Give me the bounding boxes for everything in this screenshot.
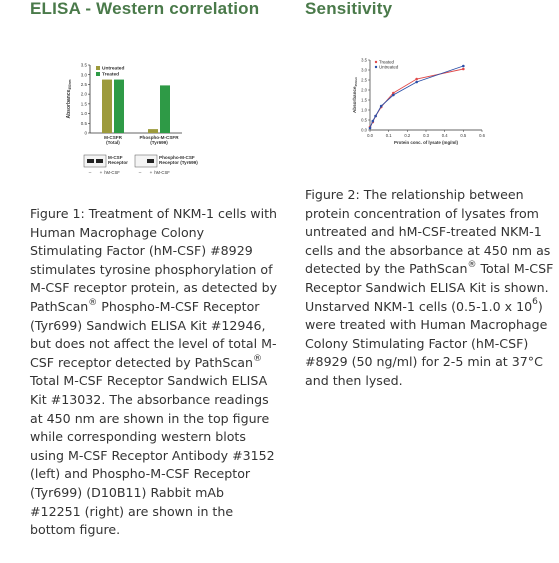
- lane-label-plus: +: [99, 170, 103, 175]
- y-tick-label: 1.5: [361, 97, 367, 103]
- blot-band: [147, 159, 154, 163]
- legend-marker-untreated: [375, 66, 377, 68]
- y-tick-label: 1.0: [361, 107, 367, 113]
- y-tick-label: 2.5: [80, 82, 87, 88]
- x-tick-label: 0.5: [460, 133, 467, 138]
- y-axis-label-subscript: 450nm: [68, 79, 72, 90]
- blot-1-label: M-CSF: [108, 155, 123, 160]
- y-tick-label: 3.5: [80, 62, 87, 68]
- blot-2-label: Phospho-M-CSF: [159, 155, 195, 160]
- x-tick-label: 0.2: [404, 133, 411, 138]
- lane-label-minus: –: [88, 170, 92, 175]
- bar-treated: [160, 85, 170, 133]
- y-tick-label: 2.5: [361, 77, 367, 83]
- figure-1-caption: [30, 205, 278, 540]
- data-point-treated: [462, 68, 465, 71]
- y-tick-label: 1.0: [80, 111, 87, 117]
- x-tick-label: 0.1: [385, 133, 392, 138]
- data-point-treated: [415, 78, 418, 81]
- y-tick-label: 3.5: [361, 57, 367, 63]
- y-tick-label: 0.5: [80, 120, 87, 126]
- data-point-untreated: [462, 65, 465, 68]
- caption-2-part-1: Figure 2: The relationship between protein concentration of lysates from untreated and hM-CSF-treated NKM-1 cells and the absorbance at 450 nm as detected by the PathScan: [305, 187, 551, 277]
- series-line-untreated: [370, 66, 463, 128]
- data-point-untreated: [392, 94, 395, 97]
- x-category-label: (Total): [106, 140, 120, 145]
- blot-band: [96, 159, 103, 163]
- caption-1-part-2: Phospho-M-CSF Receptor (Tyr699) Sandwich ELISA Kit #12946, but does not affect the level of total M-CSF receptor detected by PathScan: [30, 298, 277, 370]
- legend-swatch-untreated: [96, 66, 100, 70]
- x-category-label: M-CSFR: [104, 135, 122, 140]
- legend-label-untreated: Untreated: [102, 66, 125, 72]
- y-tick-label: 2.0: [361, 87, 367, 93]
- data-point-untreated: [380, 105, 383, 108]
- data-point-untreated: [415, 81, 418, 84]
- lane-label-treatment: hM-CSF: [104, 170, 120, 175]
- caption-2-part-3: ) were treated with Human Macrophage Colony Stimulating Factor (hM-CSF) #8929 (50 ng/ml) for 2-5 min at 37°C and then lysed.: [305, 298, 548, 388]
- y-tick-label: 3.0: [80, 72, 87, 78]
- x-tick-label: 0.0: [367, 133, 373, 138]
- legend-marker-treated: [375, 61, 377, 63]
- x-tick-label: 0.3: [423, 133, 429, 138]
- y-axis-label: Absorbance$_{450nm}$: [352, 76, 358, 114]
- bar-treated: [114, 80, 124, 133]
- caption-2-part-2: Total M-CSF Receptor Sandwich ELISA Kit is shown. Unstarved NKM-1 cells (0.5-1.0 x 10: [305, 261, 554, 314]
- figure-2-line-chart: [320, 52, 490, 157]
- y-tick-label: 3.0: [361, 67, 367, 73]
- data-point-untreated: [369, 127, 372, 130]
- registered-mark: ®: [467, 260, 477, 271]
- data-point-untreated: [372, 120, 375, 123]
- figure-2-caption: [305, 186, 555, 391]
- figure-1-bar-chart: [60, 55, 198, 185]
- y-tick-label: 0: [84, 130, 87, 136]
- lane-label-treatment: hM-CSF: [154, 170, 170, 175]
- x-category-label: Phospho-M-CSFR: [139, 135, 179, 140]
- legend-label-treated: Treated: [379, 59, 394, 65]
- y-axis-label: Absorbance$_{450nm}$: [66, 79, 72, 119]
- section-heading-elisa-western: ELISA - Western correlation: [30, 0, 260, 18]
- blot-1-label: Receptor: [108, 160, 128, 165]
- superscript-6: 6: [532, 297, 538, 308]
- blot-2-label: Receptor (Tyr699): [159, 160, 198, 165]
- x-axis-label: Protein conc. of lysate (mg/ml): [394, 140, 458, 145]
- section-heading-sensitivity: Sensitivity: [305, 0, 393, 18]
- y-tick-label: 2.0: [80, 91, 87, 97]
- legend-swatch-treated: [96, 72, 100, 76]
- y-tick-label: 0.0: [361, 127, 367, 133]
- registered-mark: ®: [88, 297, 98, 308]
- blot-band: [87, 159, 94, 163]
- data-point-untreated: [374, 115, 377, 118]
- series-line-treated: [370, 69, 463, 127]
- caption-1-part-3: Total M-CSF Receptor Sandwich ELISA Kit #13032. The absorbance readings at 450 nm are shown in the top figure while corresponding western blots using M-CSF Receptor Antibody #3152 (left) and Phospho-M-CSF Receptor (Tyr699) (D10B11) Rabbit mAb #12251 (right) are shown in the bottom figure.: [30, 373, 275, 538]
- registered-mark: ®: [252, 353, 262, 364]
- y-tick-label: 1.5: [80, 101, 87, 107]
- lane-label-plus: +: [149, 170, 153, 175]
- legend-label-treated: Treated: [102, 72, 120, 78]
- legend-label-untreated: Untreated: [379, 64, 399, 70]
- bar-untreated: [102, 80, 112, 133]
- caption-1-part-1: Figure 1: Treatment of NKM-1 cells with Human Macrophage Colony Stimulating Factor (hM-CSF) #8929 stimulates tyrosine phosphorylation of M-CSF receptor protein, as detected by PathScan: [30, 206, 278, 314]
- x-tick-label: 0.6: [479, 133, 485, 138]
- lane-label-minus: –: [138, 170, 142, 175]
- x-tick-label: 0.4: [441, 133, 448, 138]
- y-tick-label: 0.5: [361, 117, 367, 123]
- bar-untreated: [148, 129, 158, 133]
- y-axis-label-subscript: 450nm: [354, 76, 358, 87]
- x-category-label: (Tyr699): [150, 140, 168, 145]
